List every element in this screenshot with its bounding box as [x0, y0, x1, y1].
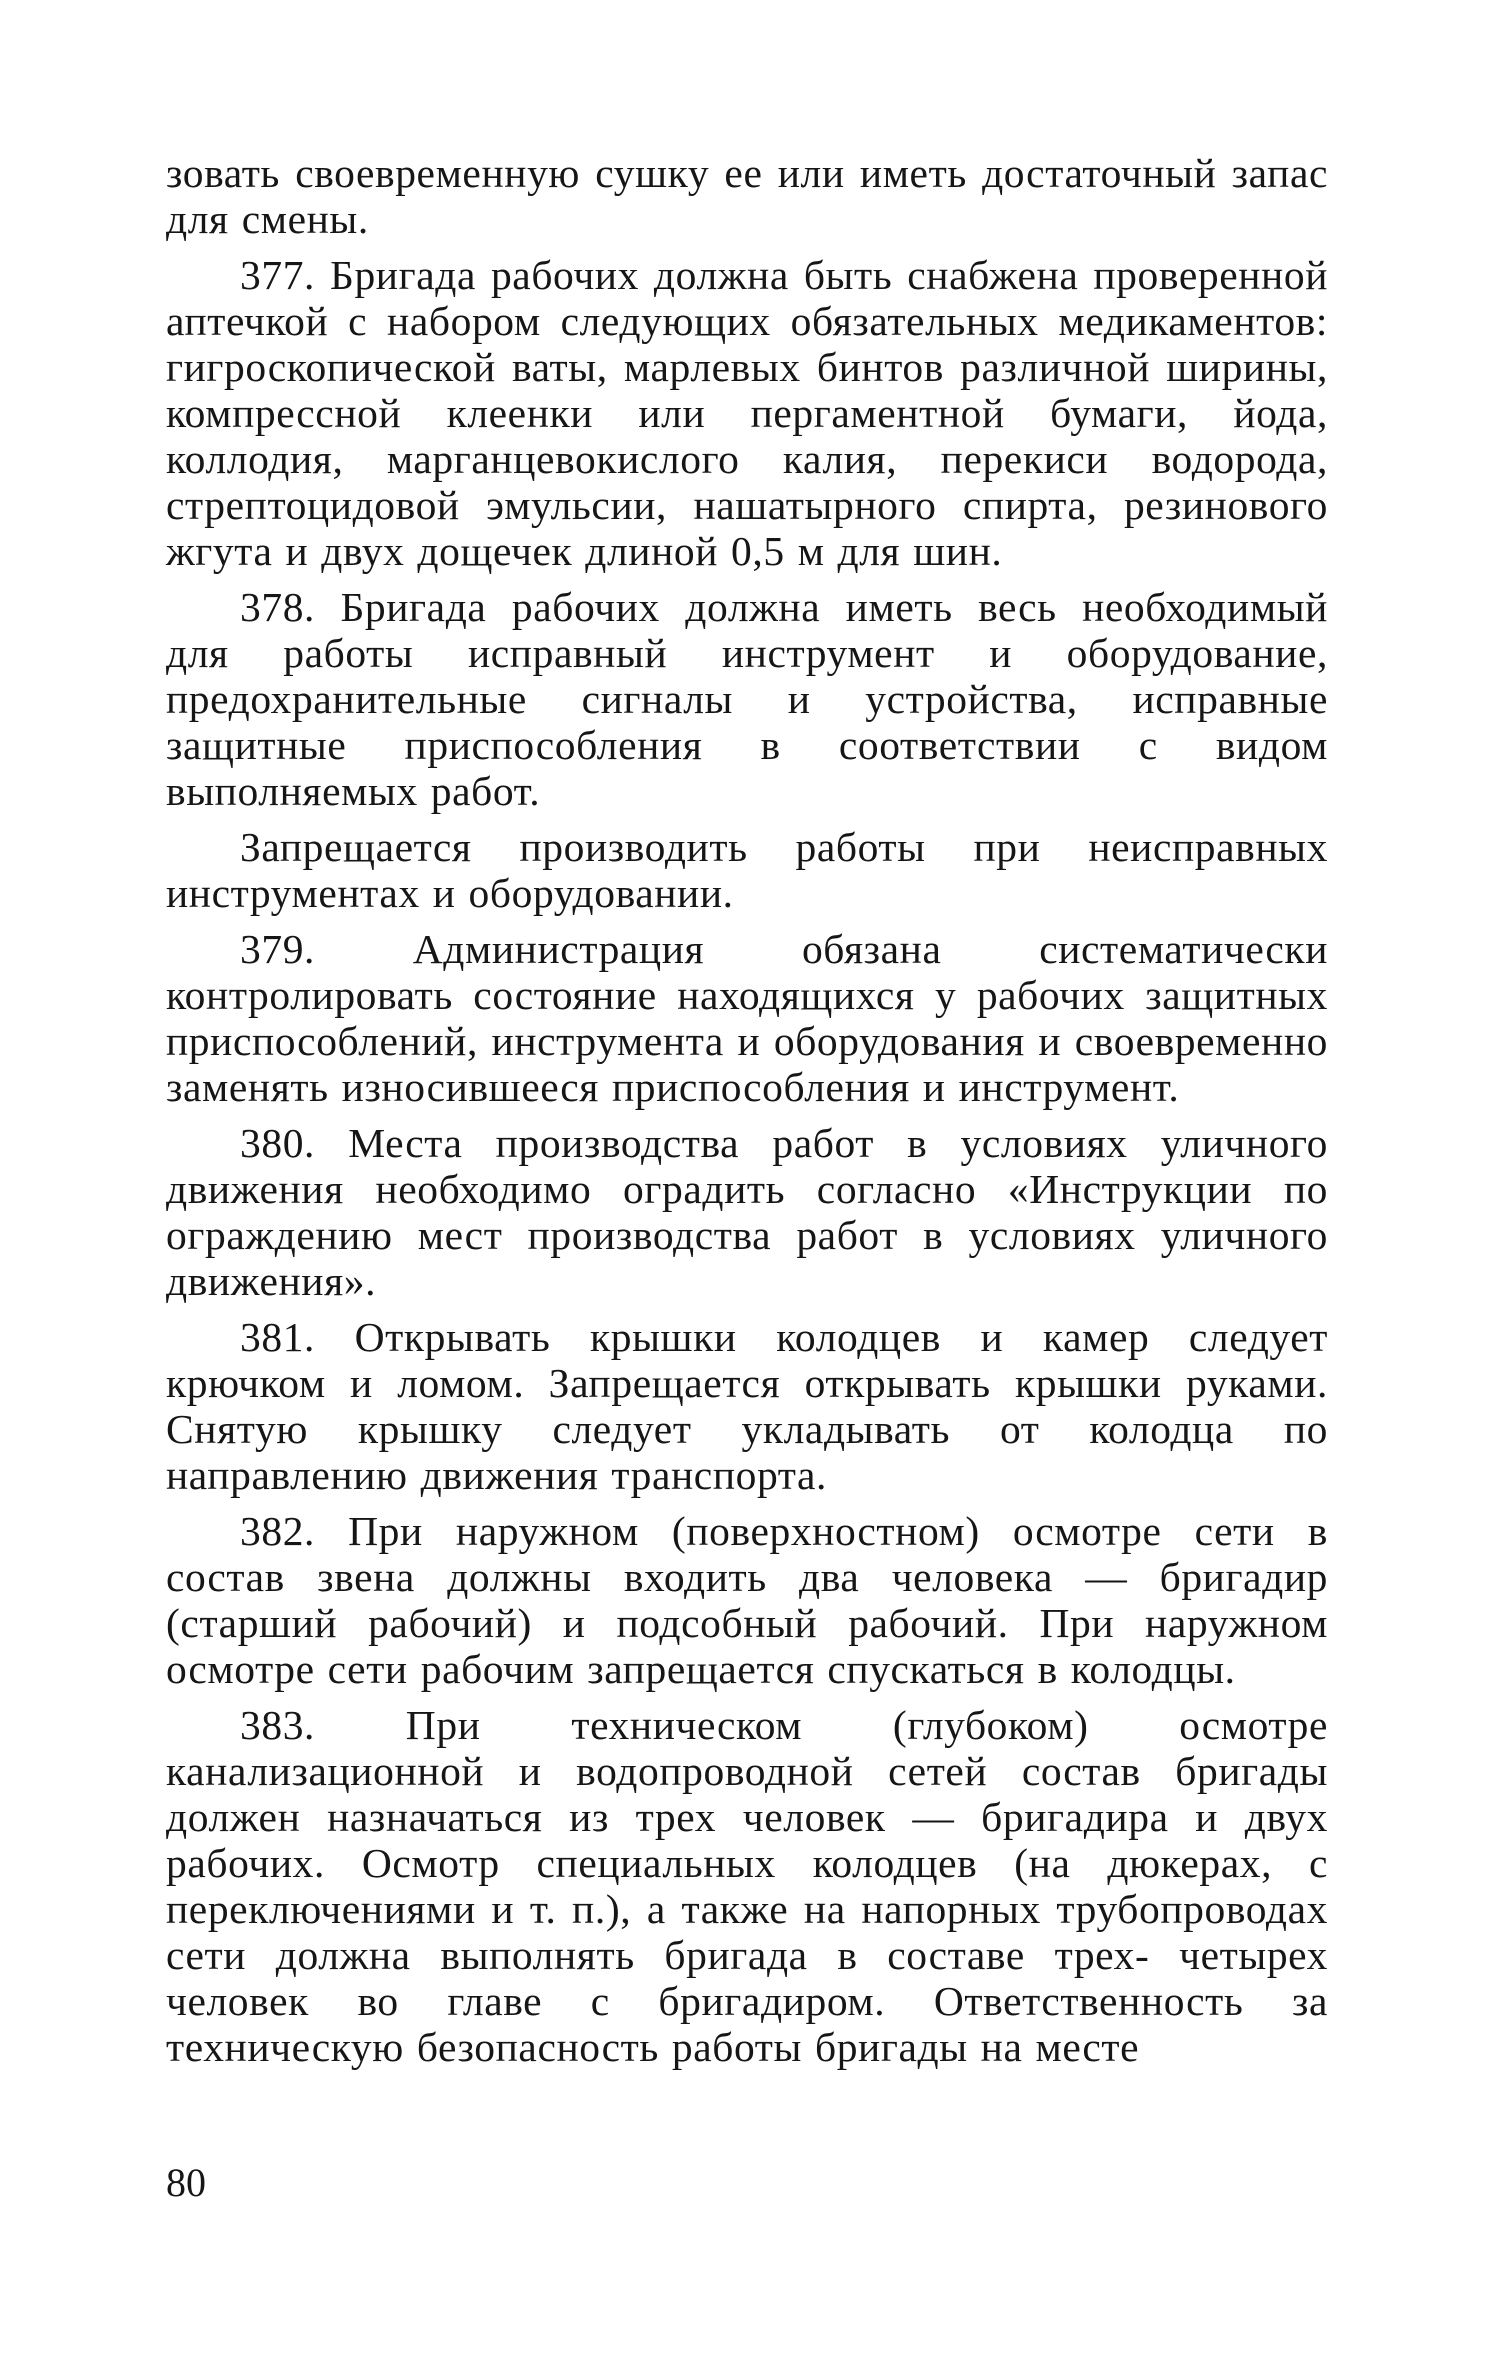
- paragraph-378-prohibition: Запрещается производить работы при неисправных инструментах и оборудовании.: [166, 824, 1328, 916]
- paragraph-379: 379. Администрация обязана систематически контролировать состояние находящихся у рабочих защитных приспособлений, инструмента и оборудования и своевременно заменять износившееся приспособления и инструмент.: [166, 926, 1328, 1110]
- paragraph-377: 377. Бригада рабочих должна быть снабжена проверенной аптечкой с набором следующих обязательных медикаментов: гигроскопической ваты, марлевых бинтов различной ширины, компрессной клеенки или пергаментной бумаги, йода, коллодия, марганцевокислого калия, перекиси водорода, стрептоцидовой эмульсии, нашатырного спирта, резинового жгута и двух дощечек длиной 0,5 м для шин.: [166, 252, 1328, 574]
- paragraph-380: 380. Места производства работ в условиях уличного движения необходимо оградить согласно «Инструкции по ограждению мест производства работ в условиях уличного движения».: [166, 1120, 1328, 1304]
- paragraph-382: 382. При наружном (поверхностном) осмотре сети в состав звена должны входить два человека — бригадир (старший рабочий) и подсобный рабочий. При наружном осмотре сети рабочим запрещается спускаться в колодцы.: [166, 1508, 1328, 1692]
- paragraph-381: 381. Открывать крышки колодцев и камер следует крючком и ломом. Запрещается открывать крышки руками. Снятую крышку следует укладывать от колодца по направлению движения транспорта.: [166, 1314, 1328, 1498]
- paragraph-383: 383. При техническом (глубоком) осмотре канализационной и водопроводной сетей состав бригады должен назначаться из трех человек — бригадира и двух рабочих. Осмотр специальных колодцев (на дюкерах, с переключениями и т. п.), а также на напорных трубопроводах сети должна выполнять бригада в составе трех- четырех человек во главе с бригадиром. Ответственность за техническую безопасность работы бригады на месте: [166, 1702, 1328, 2070]
- page-number: 80: [166, 2160, 206, 2205]
- paragraph-378: 378. Бригада рабочих должна иметь весь необходимый для работы исправный инструмент и оборудование, предохранительные сигналы и устройства, исправные защитные приспособления в соответствии с видом выполняемых работ.: [166, 584, 1328, 814]
- page-body: [166, 150, 1328, 2080]
- paragraph-continuation: зовать своевременную сушку ее или иметь достаточный запас для смены.: [166, 150, 1328, 242]
